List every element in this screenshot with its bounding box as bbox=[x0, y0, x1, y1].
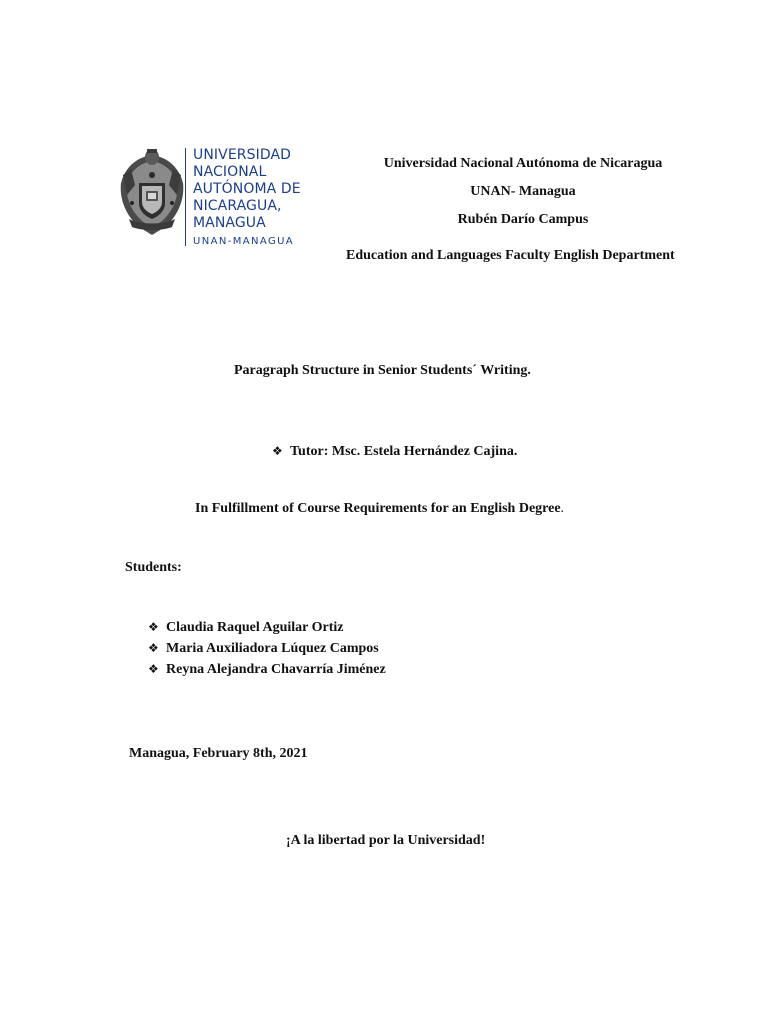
diamond-bullet-icon: ❖ bbox=[148, 662, 159, 676]
university-motto: ¡A la libertad por la Universidad! bbox=[286, 833, 486, 848]
student-name: Reyna Alejandra Chavarría Jiménez bbox=[166, 662, 386, 677]
logo-divider bbox=[185, 148, 186, 246]
student-name: Maria Auxiliadora Lúquez Campos bbox=[166, 641, 379, 656]
diamond-bullet-icon: ❖ bbox=[148, 641, 159, 655]
tutor-text: Tutor: Msc. Estela Hernández Cajina. bbox=[290, 444, 518, 459]
students-label: Students: bbox=[125, 560, 182, 575]
diamond-bullet-icon: ❖ bbox=[272, 444, 283, 458]
logo-line: NICARAGUA, bbox=[193, 198, 282, 214]
logo-wordmark bbox=[193, 147, 301, 232]
logo-line: NACIONAL bbox=[193, 164, 267, 180]
thesis-title: Paragraph Structure in Senior Students´ Writing. bbox=[234, 363, 531, 378]
campus-name: Rubén Darío Campus bbox=[457, 212, 589, 227]
tutor-line bbox=[272, 443, 517, 460]
student-name: Claudia Raquel Aguilar Ortiz bbox=[166, 620, 344, 635]
department-name: Education and Languages Faculty English Department bbox=[346, 248, 675, 263]
fulfillment-line bbox=[195, 501, 564, 517]
unan-managua: UNAN- Managua bbox=[470, 184, 576, 199]
university-name: Universidad Nacional Autónoma de Nicaragua bbox=[383, 156, 663, 171]
list-item bbox=[148, 638, 386, 659]
logo-subtext: UNAN-MANAGUA bbox=[193, 236, 295, 247]
list-item bbox=[148, 659, 386, 680]
logo-line: MANAGUA bbox=[193, 215, 266, 231]
logo-line: UNIVERSIDAD bbox=[193, 147, 292, 163]
diamond-bullet-icon: ❖ bbox=[148, 620, 159, 634]
logo-line: AUTÓNOMA DE bbox=[193, 181, 301, 197]
fulfillment-period: . bbox=[560, 501, 565, 516]
date-line: Managua, February 8th, 2021 bbox=[129, 746, 308, 761]
list-item bbox=[148, 617, 386, 638]
fulfillment-text: In Fulfillment of Course Requirements for an English Degree bbox=[195, 501, 561, 516]
university-seal-icon bbox=[117, 145, 187, 237]
students-list bbox=[148, 617, 386, 680]
